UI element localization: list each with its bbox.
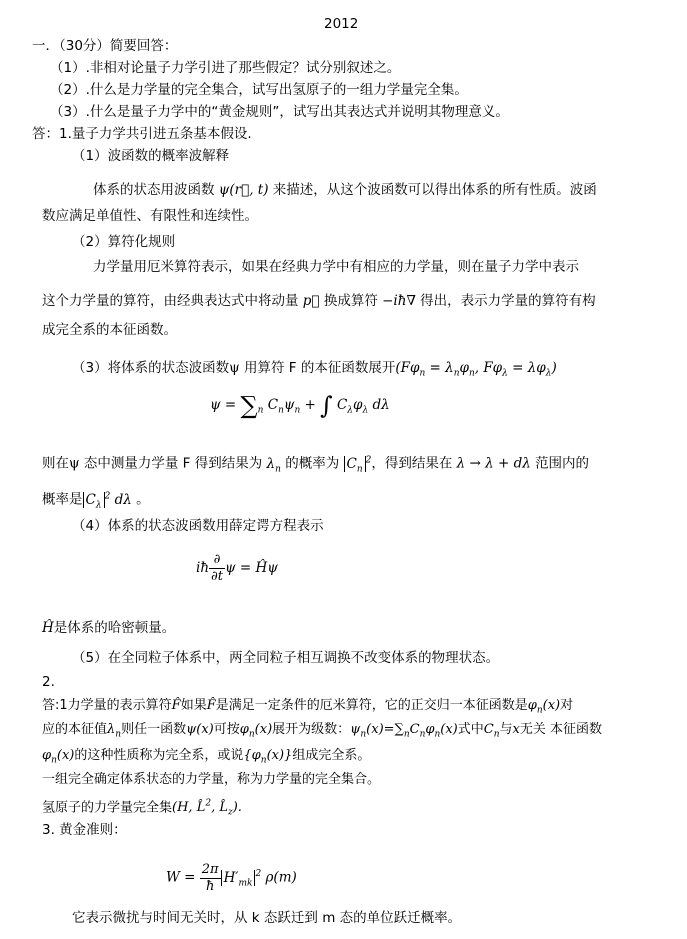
eigenfunction: $\varphi_n(x)$ [527, 698, 561, 716]
text: 是体系的哈密顿量。 [53, 620, 176, 636]
psi-symbol: ψ [229, 360, 244, 376]
text: 则在 [42, 455, 69, 472]
momentum-symbol: p⃗ [298, 293, 324, 309]
eigenfunction-set: $\{\varphi_n(x)\}$ [243, 748, 293, 766]
wavefunction-formula: ψ(r⃗, t) [214, 182, 273, 198]
text: 来描述，从这个波函数可以得出体系的所有性质。波函 [272, 182, 597, 198]
text: 的概率为 [285, 455, 340, 472]
text: 与 [499, 722, 513, 737]
postulate-2-title: （2）算符化规则 [72, 234, 176, 250]
hamiltonian-symbol: Ĥ [42, 620, 54, 636]
text: 体系的状态用波函数 [93, 182, 215, 198]
section-2-line-4: 一组完全确定体系状态的力学量，称为力学量的完全集合。 [42, 772, 381, 787]
page-title: 2012 [324, 16, 359, 32]
text: 对 [560, 698, 574, 713]
text: 可按 [213, 722, 240, 737]
eigen-equations: ($F\varphi_n = \lambda_n\varphi_n$, $F\varphi_\lambda = \lambda\varphi_\lambda$) [395, 360, 557, 379]
text: 概率是 [42, 491, 83, 508]
expansion-formula: $\psi = \sum_n$ $C_n\psi_n$ + ∫ $C_\lambda\varphi_\lambda$ dλ [210, 391, 390, 420]
psi-symbol: ψ [69, 455, 84, 472]
postulate-3-line-3 [42, 486, 150, 515]
question-header: 一．（30分）简要回答： [32, 38, 178, 54]
postulate-3-line-2 [42, 450, 589, 479]
section-3-description: 它表示微扰与时间无关时，从 k 态跃迁到 m 态的单位跃迁概率。 [72, 910, 462, 926]
postulate-4-note [42, 618, 175, 638]
lambda-n: $\lambda_n$ [262, 455, 281, 475]
text: （3）将体系的状态波函数 [72, 360, 230, 376]
text: 这个力学量的算符，由经典表达式中将动量 [42, 293, 299, 309]
coefficient-cn: $C_n$ [483, 722, 500, 740]
section-3-title: 3. 黄金准则： [42, 822, 127, 838]
text: 如果 [180, 698, 207, 713]
text: 得出，表示力学量的算符有构 [420, 293, 596, 309]
eigenfunction: $\varphi_n(x)$ [42, 748, 75, 766]
postulate-1-line-1 [93, 180, 597, 200]
operator-f: F̂ [206, 698, 216, 713]
text: 用算符 F 的本征函数展开 [243, 360, 396, 376]
text: 答:1力学量的表示算符 [42, 698, 172, 713]
variable-x: x [512, 722, 520, 737]
text: 是满足一定条件的厄米算符，它的正交归一本征函数是 [215, 698, 528, 713]
postulate-2-line-3: 成完全系的本征函数。 [42, 322, 177, 338]
postulate-2-line-1: 力学量用厄米算符表示，如果在经典力学中有相应的力学量，则在量子力学中表示 [93, 259, 579, 275]
schrodinger-equation: iħ $\frac{\partial}{\partial t}$ ψ = Ĥψ [196, 552, 278, 584]
section-2-line-1 [42, 696, 573, 721]
function-psi: ψ(x) [186, 722, 214, 737]
postulate-2-line-2 [42, 291, 596, 311]
probability-cn: $C_n^2$ [339, 456, 371, 472]
question-3: （3）.什么是量子力学中的“黄金规则”，试写出其表达式并说明其物理意义。 [50, 104, 509, 120]
complete-set: (H, L̂$^2$, $L̂_z$). [172, 799, 242, 818]
momentum-operator: −iħ∇ [377, 293, 421, 309]
golden-rule-formula: W = $\frac{2\pi}{ħ}$ $H'_{mk}^2$ ρ(m) [166, 861, 297, 894]
postulate-1-title: （1）波函数的概率波解释 [72, 148, 230, 164]
text: 式中 [457, 722, 484, 737]
eigenvalue: $\lambda_n$ [107, 722, 122, 740]
question-1: （1）.非相对论量子力学引进了那些假定？试分别叙述之。 [50, 60, 401, 76]
text: 氢原子的力学量完全集 [42, 800, 173, 816]
text: 的这种性质称为完全系，或说 [74, 748, 244, 763]
text: 无关 本征函数 [519, 722, 603, 737]
answer-intro: 答：1.量子力学共引进五条基本假设. [32, 126, 252, 142]
text: 态中测量力学量 F 得到结果为 [83, 455, 263, 472]
operator-f: F̂ [171, 698, 181, 713]
series-formula: $\psi_n(x)=\sum_nC_n\varphi_n(x)$ [350, 722, 458, 740]
section-2-line-5 [42, 794, 242, 823]
postulate-3-line-1 [72, 358, 557, 384]
section-2-line-3 [42, 746, 370, 771]
text: 应的本征值 [42, 722, 108, 737]
text: 组成完全系。 [292, 748, 371, 763]
postulate-4-title: （4）体系的状态波函数用薛定谔方程表示 [72, 518, 324, 534]
eigenfunction: $\varphi_n(x)$ [239, 722, 273, 740]
text: 换成算符 [323, 293, 378, 309]
postulate-5: （5）在全同粒子体系中，两全同粒子相互调换不改变体系的物理状态。 [72, 650, 500, 666]
section-2-number: 2. [42, 674, 55, 690]
text: 范围内的 [535, 455, 590, 472]
section-2-line-2 [42, 720, 602, 745]
text: 则任一函数 [121, 722, 187, 737]
text: 。 [136, 491, 150, 508]
probability-clambda: $C_\lambda^2$ dλ [83, 492, 137, 508]
question-2: （2）.什么是力学量的完全集合，试写出氢原子的一组力学量完全集。 [50, 82, 468, 98]
postulate-1-line-2: 数应满足单值性、有限性和连续性。 [42, 208, 258, 224]
text: ，得到结果在 [371, 455, 453, 472]
lambda-range: λ → λ + dλ [452, 455, 536, 472]
text: 展开为级数： [272, 722, 351, 737]
